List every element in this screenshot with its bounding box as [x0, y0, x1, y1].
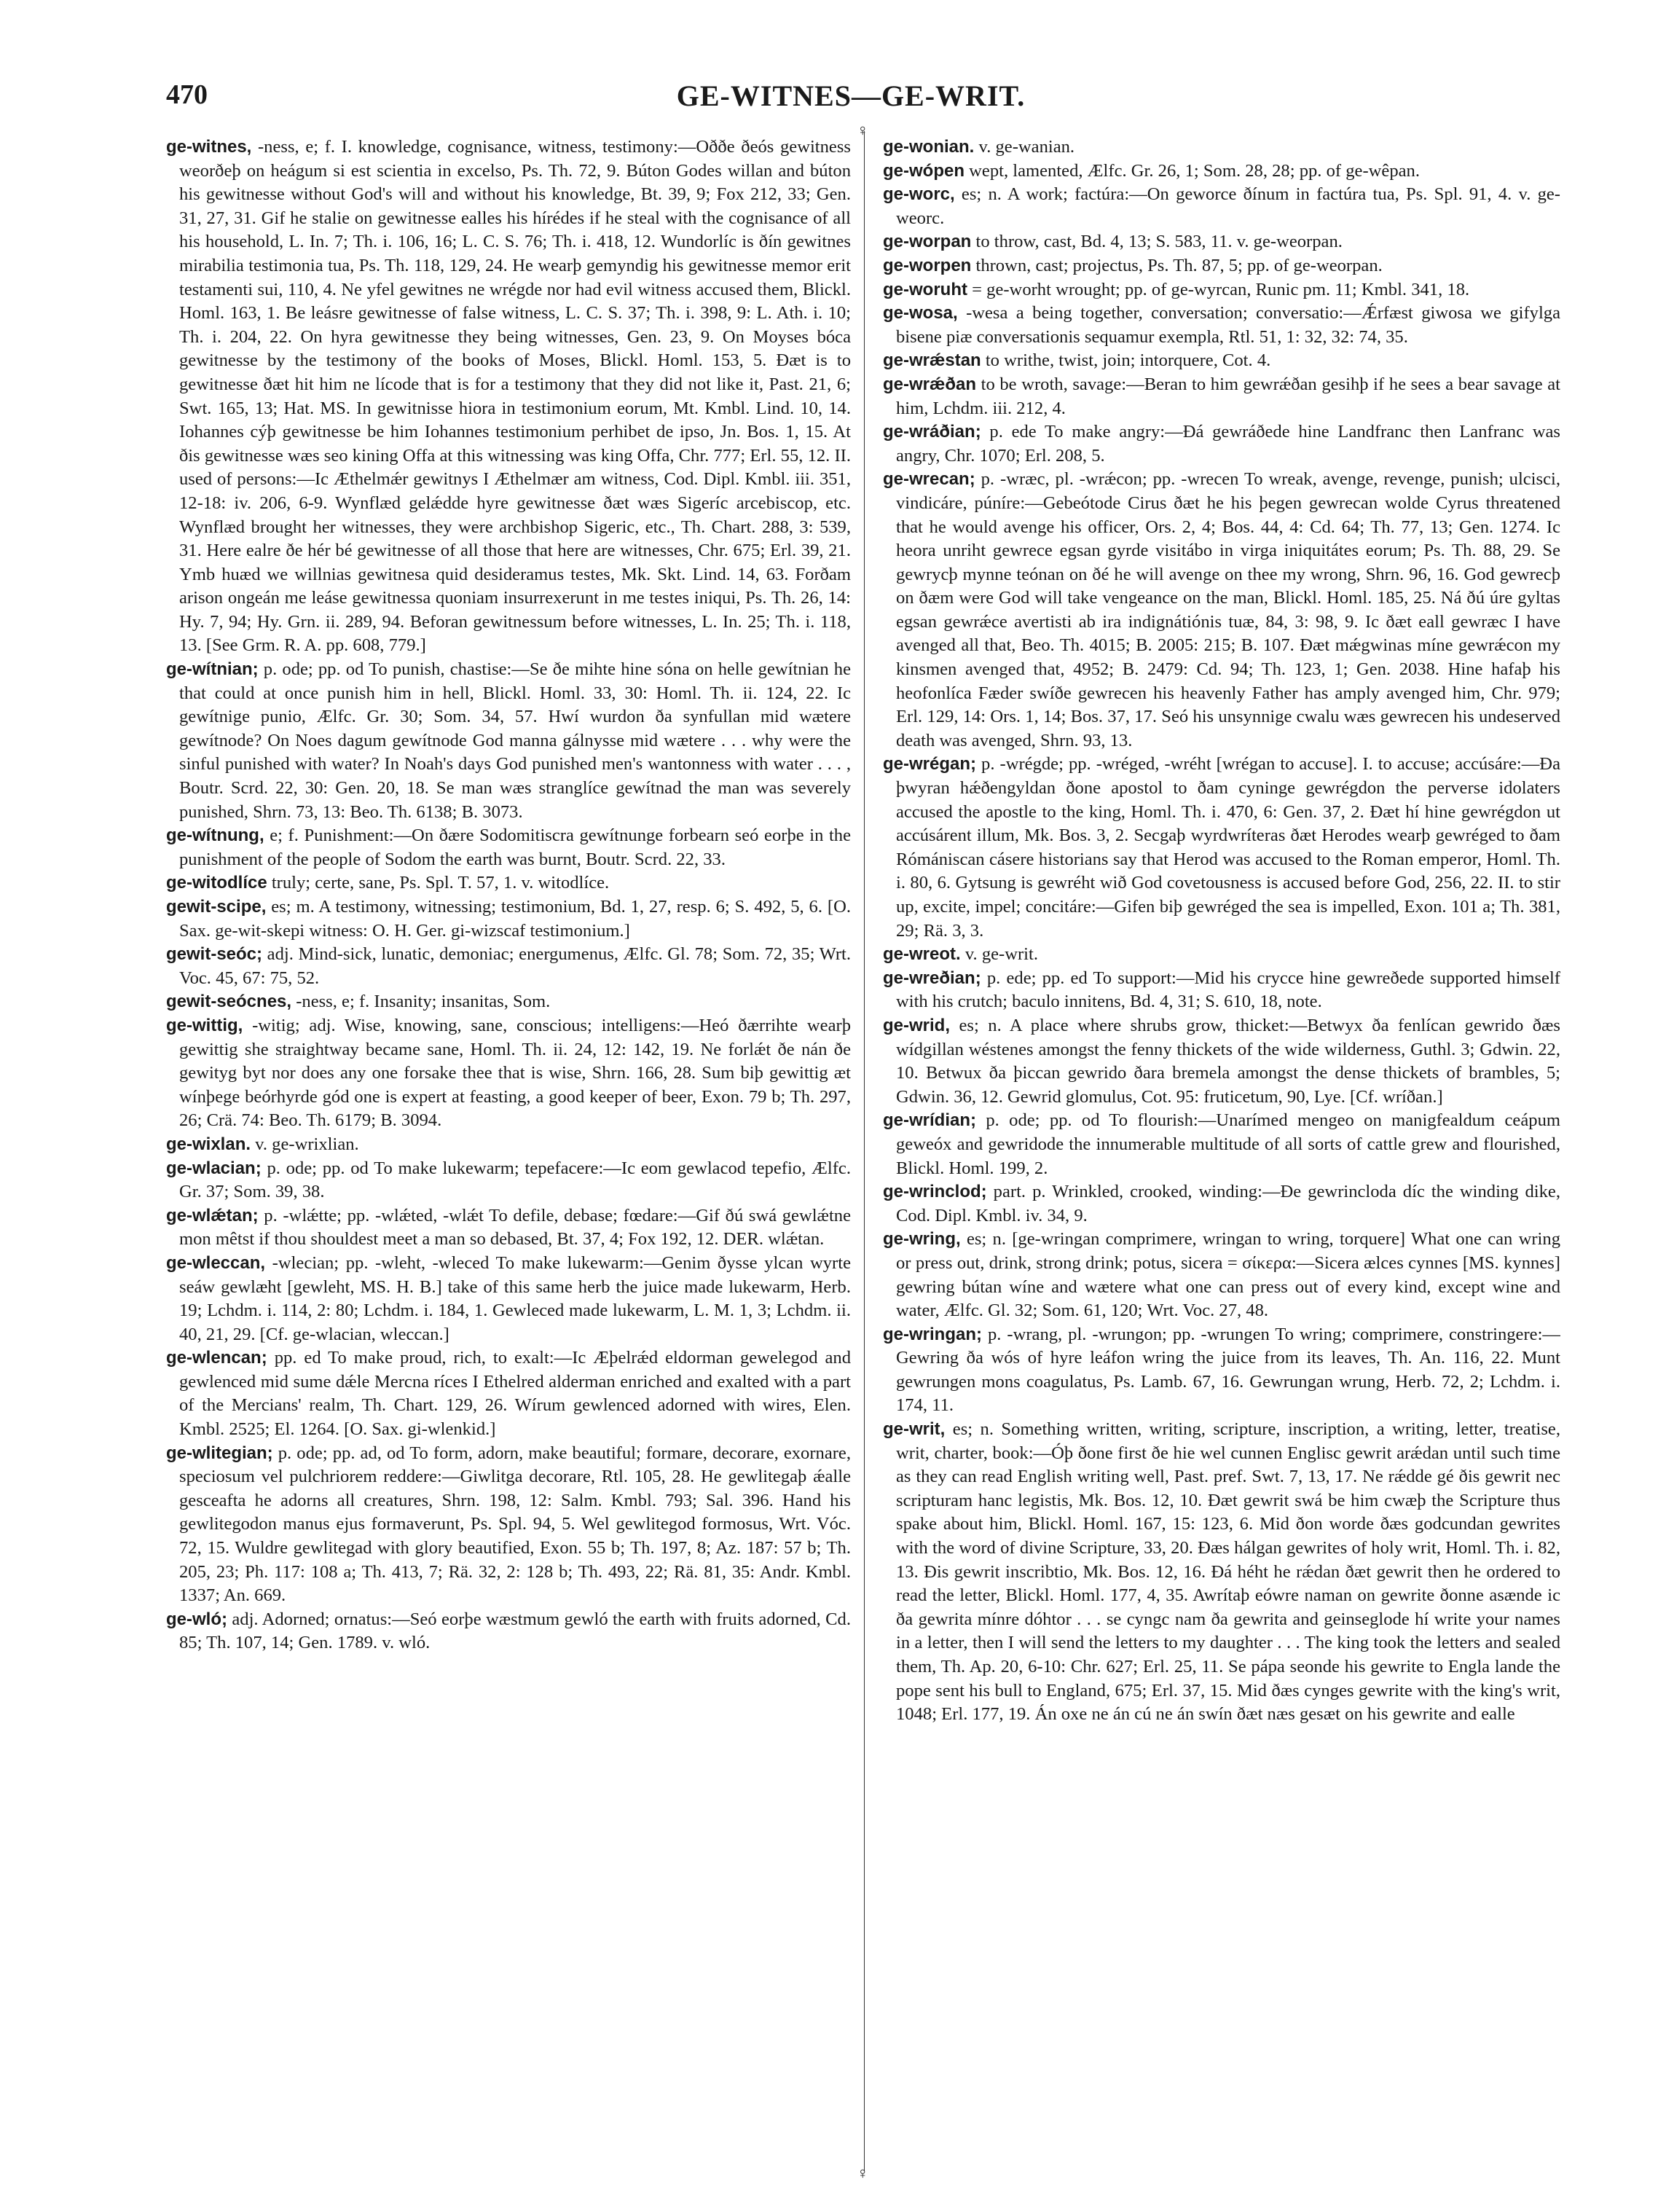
entry-headword: ge-wlacian; — [166, 1158, 262, 1178]
entry-body: es; n. Something written, writing, scripture, inscription, a writing, letter, treatise, writ, charter, book:—Óþ ðone first ðe hie wel cunnen Englisc gewrit arǽdan until such time as they can read English writing well, Past. pref. Swt. 7, 13, 17. Ne rǽdde gé ðis gewrit nec scripturam hanc legistis, Mk. Bos. 12, 10. Ðæt gewrit swá be him cwæþ the Scripture thus spake about him, Blickl. Homl. 167, 15: 123, 6. Mid ðon worde ðæs godcundan gewrites with the word of divine Scripture, 33, 20. Ðæs hálgan gewrites of holy writ, Homl. Th. i. 82, 13. Ðis gewrit inscribtio, Mk. Bos. 12, 16. Ðá héht he rǽdan ðæt gewrit then he ordered to read the letter, Blickl. Homl. 177, 4, 35. Awrítaþ eówre naman on gewrite ðonne asænde ic ða gewrita mínre dóhtor . . . se cyngc nam ða gewrita and geinseglode hí write your names in a letter, then I will send the letters to my daughter . . . The king took the letters and sealed them, Th. Ap. 20, 6-10: Chr. 627; Erl. 25, 11. Se pápa seonde his gewrite to Engla lande the pope sent his bull to England, 675; Erl. 37, 15. Mid ðæs cynges gewrite with the king's writ, 1048; Erl. 177, 19. Án oxe ne án cú ne án swín ðæt næs gesæt on his gewrite and ealle — [896, 1419, 1560, 1725]
entry-body: thrown, cast; projectus, Ps. Th. 87, 5; pp. of ge-weorpan. — [971, 255, 1383, 275]
dictionary-entry — [883, 302, 1560, 349]
entry-body: v. ge-wrixlian. — [251, 1134, 359, 1154]
entry-headword: ge-wringan; — [883, 1324, 982, 1344]
dictionary-entry — [166, 871, 851, 895]
dictionary-entry — [883, 1180, 1560, 1228]
entry-headword: ge-wlitegian; — [166, 1443, 273, 1463]
entry-headword: ge-wrídian; — [883, 1110, 977, 1131]
dictionary-entry — [883, 420, 1560, 468]
entry-headword: gewit-seóc; — [166, 944, 263, 965]
column-ornament-bottom-icon: ♀ — [857, 2164, 869, 2182]
entry-body: p. ode; pp. od To flourish:—Unarímed mengeo on manigfealdum ceápum geweóx and gewridode the innumerable multitude of all sorts of cattle grew and flourished, Blickl. Homl. 199, 2. — [896, 1110, 1560, 1178]
entry-headword: ge-witnes, — [166, 137, 252, 157]
entry-body: e; f. Punishment:—On ðære Sodomitiscra gewítnunge forbearn seó eorþe in the punishment of the people of Sodom the earth was burnt, Boutr. Scrd. 22, 33. — [179, 825, 851, 869]
dictionary-entry — [883, 254, 1560, 278]
entry-headword: ge-wráðian; — [883, 422, 981, 442]
entry-body: to be wroth, savage:—Beran to him gewrǽðan gesihþ if he sees a bear savage at him, Lchdm. iii. 212, 4. — [896, 374, 1560, 418]
dictionary-entry — [883, 183, 1560, 230]
dictionary-entry — [883, 278, 1560, 302]
dictionary-entry — [883, 1228, 1560, 1322]
dictionary-entry — [883, 373, 1560, 420]
entry-body: p. -wræc, pl. -wrǽcon; pp. -wrecen To wreak, avenge, revenge, punish; ulcisci, vindicáre, púníre:—Gebeótode Cirus ðæt he his þegen gewrecan wolde Cyrus threatened that he would avenge his officer, Ors. 2, 4; Bos. 44, 4: Cd. 64; Th. 77, 13; Gen. 1274. Ic heora unriht gewrece egsan gyrde visitábo in virga iniquitátes eorum; Ps. Th. 88, 29. Se gewrycþ mynne teónan on ðé he will avenge on thee my wrong, Shrn. 96, 16. God gewrecþ on ðæm were God will take vengeance on the man, Blickl. Homl. 185, 25. Ná ðú úre gyltas egsan gewrǽce avertisti ab ira indignátiónis tuæ, 84, 3: 98, 9. Ic ðæt eall gewræc I have avenged all that, Beo. Th. 4015; B. 2005: 215; B. 107. Ðæt mǽgwinas míne gewrǽcon my kinsmen avenged that, 4952; B. 2479: Cd. 94; Th. 123, 1; Gen. 2038. Hine hafaþ his heofonlíca Fæder swíðe gewrecen his heavenly Father has amply avenged him, Chr. 979; Erl. 129, 14: Ors. 1, 14; Bos. 37, 17. Seó his unsynnige cwalu wæs gewrecen his undeserved death was avenged, Shrn. 93, 13. — [896, 469, 1560, 750]
entry-body: -wlecian; pp. -wleht, -wleced To make lukewarm:—Genim ðysse ylcan wyrte seáw gewlæht [gewleht, MS. H. B.] take of this same herb the juice made lukewarm, Herb. 19; Lchdm. i. 114, 2: 80; Lchdm. i. 184, 1. Gewleced made lukewarm, L. M. 1, 3; Lchdm. ii. 40, 21, 29. [Cf. ge-wlacian, wleccan.] — [179, 1252, 851, 1344]
entry-body: p. ede; pp. ed To support:—Mid his crycce hine gewreðede supported himself with his crutch; baculo innitens, Bd. 4, 31; S. 610, 18, note. — [896, 968, 1560, 1012]
entry-body: -ness, e; f. I. knowledge, cognisance, witness, testimony:—Oððe ðeós gewitness weorðeþ on heágum si est scientia in excelso, Ps. Th. 72, 9. Búton Godes willan and búton his gewitnesse without God's will and without his knowledge, Bt. 39, 9; Fox 212, 33; Gen. 31, 27, 31. Gif he stalie on gewitnesse ealles his hírédes if he steal with the cognisance of all his household, L. In. 7; Th. i. 106, 16; L. C. S. 76; Th. i. 418, 12. Wundorlíc is ðín gewitnes mirabilia testimonia tua, Ps. Th. 118, 129, 24. He wearþ gemyndig his gewitnesse memor erit testamenti sui, 110, 4. Ne yfel gewitnes ne wrégde nor had evil witness accused them, Blickl. Homl. 163, 1. Be leásre gewitnesse of false witness, L. C. S. 37; Th. i. 398, 9: L. Ath. i. 10; Th. i. 204, 22. On hyra gewitnesse they being witnesses, Gen. 23, 9. On Moyses bóca gewitnesse by the testimony of the books of Moses, Blickl. Homl. 153, 5. Ðæt is to gewitnesse ðæt hit him ne lícode that is for a testimony that they did not like it, Past. 21, 6; Swt. 165, 13; Hat. MS. In gewitnisse hiora in testimonium eorum, Mt. Kmbl. Lind. 10, 14. Iohannes cýþ gewitnesse be him Iohannes testimonium perhibet de ipso, Jn. Bos. 1, 15. At ðis gewitnesse wæs seo kining Offa at this witnessing was king Offa, Chr. 777; Erl. 55, 12. II. used of persons:—Ic Æthelmǽr gewitnys I Æthelmær am witness, Cod. Dipl. Kmbl. iii. 351, 12-18: iv. 206, 6-9. Wynflæd gelǽdde hyre gewitnesse ðæt wæs Sigeríc arcebiscop, etc. Wynflæd brought her witnesses, they were archbishop Sigeric, etc., Th. Chart. 288, 3: 539, 31. Here ealre ðe hér bé gewitnesse of all those that here are witnesses, Chr. 675; Erl. 39, 21. Ymb huæd we willnias gewitnesa quid desideramus testes, Mk. Skt. Lind. 14, 63. Forðam arison ongeán me leáse gewitnessa quoniam insurrexerunt in me testes iniqui, Ps. Th. 26, 14: Hy. 7, 94; Hy. Grn. ii. 289, 94. Beforan gewitnessum before witnesses, L. In. 25; Th. i. 118, 13. [See Grm. R. A. pp. 608, 779.] — [179, 137, 851, 656]
dictionary-entry — [883, 943, 1560, 967]
entry-headword: ge-wlǽtan; — [166, 1205, 259, 1225]
dictionary-entry — [166, 1157, 851, 1204]
entry-body: p. ode; pp. ad, od To form, adorn, make beautiful; formare, decorare, exornare, speciosum vel pulchriorem reddere:—Giwlitga decorare, Rtl. 105, 28. He gewlitegaþ ǽalle gesceafta he adorns all creatures, Shrn. 198, 12: Salm. Kmbl. 793; Sal. 396. Hand his gewlitegodon manus ejus formaverunt, Ps. Spl. 94, 5. Wel gewlitegod formosus, Wrt. Vóc. 72, 15. Wuldre gewlitegad with glory beautified, Exon. 55 b; Th. 197, 8; Az. 187: 57 b; Th. 205, 23; Ph. 117: 108 a; Th. 413, 7; Rä. 32, 2: 128 b; Th. 493, 22; Rä. 81, 35: Andr. Kmbl. 1337; An. 669. — [179, 1443, 851, 1606]
dictionary-entry — [166, 1204, 851, 1252]
entry-headword: ge-wring, — [883, 1229, 961, 1250]
dictionary-entry — [883, 468, 1560, 753]
dictionary-entry — [166, 1252, 851, 1346]
page-number: 470 — [166, 79, 208, 110]
dictionary-entry — [166, 990, 851, 1014]
dictionary-entry — [883, 160, 1560, 184]
entry-headword: ge-worpen — [883, 255, 972, 275]
entry-body: = ge-worht wrought; pp. of ge-wyrcan, Runic pm. 11; Kmbl. 341, 18. — [967, 279, 1470, 299]
dictionary-entry — [166, 1442, 851, 1608]
entry-headword: ge-wrǽðan — [883, 374, 977, 394]
entry-body: to writhe, twist, join; intorquere, Cot. 4. — [981, 350, 1271, 371]
entry-body: pp. ed To make proud, rich, to exalt:—Ic Æþelrǽd eldorman gewelegod and gewlenced mid sume dǽle Mercna ríces I Ethelred alderman enriched and exalted with a part of the Mercians' realm, Th. Chart. 129, 26. Wírum gewlenced adorned with wires, Elen. Kmbl. 2525; El. 1264. [O. Sax. gi-wlenkid.] — [179, 1348, 851, 1440]
dictionary-entry — [166, 658, 851, 824]
entry-headword: ge-wonian. — [883, 137, 975, 157]
entry-headword: ge-worc, — [883, 184, 955, 205]
entry-body: adj. Mind-sick, lunatic, demoniac; energumenus, Ælfc. Gl. 78; Som. 72, 35; Wrt. Voc. 45, 67: 75, 52. — [179, 944, 851, 988]
entry-headword: ge-wrégan; — [883, 754, 977, 774]
entry-headword: ge-wítnung, — [166, 825, 264, 846]
entry-headword: ge-wosa, — [883, 303, 958, 323]
dictionary-entry — [166, 1014, 851, 1133]
column-ornament-top-icon: ♀ — [857, 121, 869, 139]
entry-headword: ge-wittig, — [166, 1015, 243, 1035]
entry-body: v. ge-wanian. — [974, 137, 1075, 157]
entry-headword: ge-wló; — [166, 1609, 227, 1629]
entry-headword: gewit-seócnes, — [166, 992, 292, 1012]
entry-body: es; m. A testimony, witnessing; testimonium, Bd. 1, 27, resp. 6; S. 492, 5, 6. [O. Sax. ge-wit-skepi witness: O. H. Ger. gi-wizscaf testimonium.] — [179, 897, 851, 941]
entry-headword: ge-wrid, — [883, 1015, 951, 1035]
entry-body: p. ode; pp. od To make lukewarm; tepefacere:—Ic eom gewlacod tepefio, Ælfc. Gr. 37; Som. 39, 38. — [179, 1158, 851, 1202]
entry-headword: ge-wrecan; — [883, 469, 975, 490]
dictionary-entry — [883, 753, 1560, 943]
entry-headword: ge-wreot. — [883, 944, 961, 965]
entry-body: part. p. Wrinkled, crooked, winding:—Ðe gewrincloda díc the winding dike, Cod. Dipl. Kmbl. iv. 34, 9. — [896, 1182, 1560, 1225]
dictionary-entry — [166, 136, 851, 658]
dictionary-entry — [883, 1109, 1560, 1180]
dictionary-entry — [883, 1418, 1560, 1727]
entry-headword: ge-wrinclod; — [883, 1182, 987, 1202]
entry-body: to throw, cast, Bd. 4, 13; S. 583, 11. v. ge-weorpan. — [971, 232, 1343, 252]
entry-headword: ge-writ, — [883, 1419, 946, 1440]
left-column — [166, 136, 851, 2176]
entry-body: es; n. A place where shrubs grow, thicket:—Betwyx ða fenlícan gewrido ðæs wídgillan wéstenes amongst the fenny thickets of the wide wilderness, Guthl. 3; Gdwin. 22, 10. Betwux ða þiccan gewrido ðara bremela amongst the dense thickets of brambles, 5; Gdwin. 36, 12. Gewrid glomulus, Cot. 95: fruticetum, 90, Lye. [Cf. wríðan.] — [896, 1015, 1560, 1107]
dictionary-entry — [883, 230, 1560, 254]
entry-body: v. ge-writ. — [960, 944, 1038, 965]
dictionary-entry — [166, 824, 851, 871]
entry-body: es; n. A work; factúra:—On geworce ðínum in factúra tua, Ps. Spl. 91, 4. v. ge-weorc. — [896, 184, 1560, 228]
dictionary-entry — [166, 1133, 851, 1157]
dictionary-entry — [883, 136, 1560, 160]
dictionary-entry — [883, 1323, 1560, 1418]
entry-body: wept, lamented, Ælfc. Gr. 26, 1; Som. 28, 28; pp. of ge-wêpan. — [964, 160, 1420, 181]
entry-body: p. ede To make angry:—Ðá gewráðede hine Landfranc then Lanfranc was angry, Chr. 1070; Erl. 208, 5. — [896, 422, 1560, 466]
entry-headword: ge-woruht — [883, 279, 967, 299]
column-divider — [864, 131, 865, 2171]
dictionary-entry — [883, 1014, 1560, 1109]
dictionary-entry — [166, 895, 851, 943]
entry-body: p. -wrang, pl. -wrungon; pp. -wrungen To wring; comprimere, constringere:—Gewring ða wós of hyre leáfon wring the juice from its leaves, Th. An. 116, 22. Munt gewrungen mons coagulatus, Ps. Lamb. 67, 16. Gewrungan wrung, Herb. 72, 2; Lchdm. i. 174, 11. — [896, 1324, 1560, 1416]
entry-body: p. -wlǽtte; pp. -wlǽted, -wlǽt To defile, debase; fœdare:—Gif ðú swá gewlǽtne mon mêtst if thou shouldest meet a man so debased, Bt. 37, 4; Fox 192, 12. DER. wlǽtan. — [179, 1205, 851, 1250]
entry-headword: gewit-scipe, — [166, 897, 267, 917]
entry-body: -ness, e; f. Insanity; insanitas, Som. — [291, 992, 551, 1012]
entry-headword: ge-witodlíce — [166, 873, 267, 893]
entry-body: es; n. [ge-wringan comprimere, wringan to wring, torquere] What one can wring or press out, drink, strong drink; potus, sicera = σίκερα:—Sicera ælces cynnes [MS. kynnes] gewring bútan wíne and wætere what one can press out of every kind, except wine and water, Ælfc. Gl. 32; Som. 61, 120; Wrt. Voc. 27, 48. — [896, 1229, 1560, 1321]
entry-body: p. ode; pp. od To punish, chastise:—Se ðe mihte hine sóna on helle gewítnian he that could at once punish him in hell, Blickl. Homl. 33, 30: Homl. Th. ii. 124, 22. Ic gewítnige punio, Ælfc. Gr. 30; Som. 34, 57. Hwí wurdon ða synfullan mid wætere gewítnode? On Noes dagum gewítnode God manna gálnysse mid wætere . . . why were the sinful punished with water? In Noah's days God punished men's wantonness with water . . . , Boutr. Scrd. 22, 30: Gen. 20, 18. Se man wæs stranglíce gewítnad the man was severely punished, Shrn. 73, 13: Beo. Th. 6138; B. 3073. — [179, 659, 851, 822]
dictionary-entry — [883, 349, 1560, 373]
entry-headword: ge-wleccan, — [166, 1252, 266, 1273]
dictionary-entry — [166, 1346, 851, 1441]
entry-body: -wesa a being together, conversation; conversatio:—Ǽrfæst giwosa we gifylga bisene piæ conversationis sequamur exempla, Rtl. 51, 1: 32, 32: 74, 35. — [896, 303, 1560, 347]
entry-body: p. -wrégde; pp. -wréged, -wréht [wrégan to accuse]. I. to accuse; accúsáre:—Ða þwyran hǽðengyldan ðone apostol to ðam cyninge gewrégdon the perverse idolaters accused the apostle to the king, Homl. Th. i. 470, 6: Gen. 37, 2. Ðæt hí hine gewrégdon ut accúsárent illum, Mk. Bos. 3, 2. Secgaþ wyrdwríteras ðæt Herodes wearþ gewréged to ðam Rómániscan cásere historians say that Herod was accused to the Roman emperor, Homl. Th. i. 80, 6. Gytsung is gewréht wið God covetousness is accused before God, 256, 22. II. to stir up, excite, impel; concitáre:—Gifen biþ gewréged the sea is impelled, Exon. 101 a; Th. 381, 29; Rä. 3, 3. — [896, 754, 1560, 941]
entry-body: adj. Adorned; ornatus:—Seó eorþe wæstmum gewló the earth with fruits adorned, Cd. 85; Th. 107, 14; Gen. 1789. v. wló. — [179, 1609, 851, 1653]
running-head: GE-WITNES—GE-WRIT. — [676, 79, 1026, 112]
dictionary-entry — [883, 967, 1560, 1014]
entry-headword: ge-wlencan; — [166, 1348, 267, 1368]
entry-body: truly; certe, sane, Ps. Spl. T. 57, 1. v. witodlíce. — [267, 873, 610, 893]
dictionary-entry — [166, 1608, 851, 1655]
dictionary-entry — [166, 943, 851, 990]
entry-headword: ge-wreðian; — [883, 968, 981, 988]
right-column — [883, 136, 1560, 2176]
entry-headword: ge-wítnian; — [166, 659, 259, 680]
entry-headword: ge-wixlan. — [166, 1134, 251, 1154]
entry-body: -witig; adj. Wise, knowing, sane, conscious; intelligens:—Heó ðærrihte wearþ gewittig she straightway became sane, Homl. Th. ii. 24, 12: 142, 19. Ne forlǽt ðe nán ðe gewityg byt nor does any one forsake thee that is wise, Shrn. 166, 28. Sum biþ gewittig æt wínþege beórhyrde gód one is expert at feasting, a good keeper of beer, Exon. 79 b; Th. 297, 26; Crä. 74: Beo. Th. 6179; B. 3094. — [179, 1015, 851, 1131]
entry-headword: ge-worpan — [883, 232, 972, 252]
entry-headword: ge-wrǽstan — [883, 350, 981, 371]
page-header — [166, 79, 1536, 130]
entry-headword: ge-wópen — [883, 160, 964, 181]
